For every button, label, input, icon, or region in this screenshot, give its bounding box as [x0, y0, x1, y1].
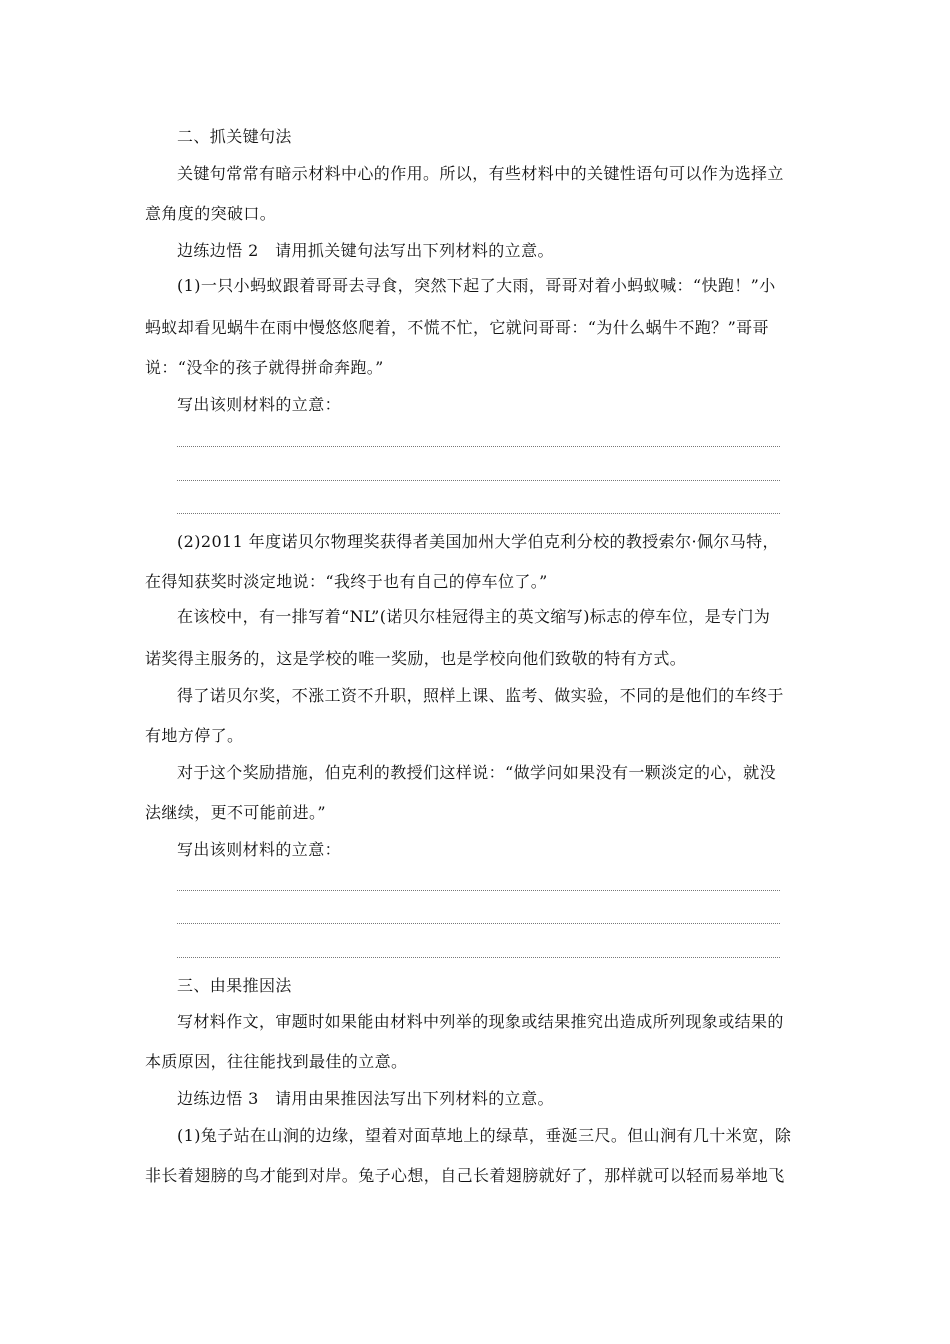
section-3-heading: 三、由果推因法	[177, 976, 292, 995]
exercise-2-item-2-line-1: (2)2011 年度诺贝尔物理奖获得者美国加州大学伯克利分校的教授索尔·佩尔马特，	[177, 532, 779, 551]
exercise-2-item-1-line-2: 蚂蚁却看见蜗牛在雨中慢悠悠爬着，不慌不忙，它就问哥哥：“为什么蜗牛不跑？”哥哥	[145, 318, 769, 337]
exercise-2-title: 边练边悟 2 请用抓关键句法写出下列材料的立意。	[177, 241, 554, 260]
exercise-2-item-1-line-1: (1)一只小蚂蚁跟着哥哥去寻食，突然下起了大雨，哥哥对着小蚂蚁喊：“快跑！”小	[177, 276, 776, 295]
exercise-2-item-2-line-3: 在该校中，有一排写着“NL”(诺贝尔桂冠得主的英文缩写)标志的停车位，是专门为	[177, 607, 771, 626]
exercise-2-item-2-line-6: 有地方停了。	[145, 726, 244, 745]
section-3-intro-line-2: 本质原因，往往能找到最佳的立意。	[145, 1052, 408, 1071]
section-2-intro-line-2: 意角度的突破口。	[145, 204, 277, 223]
exercise-3-item-1-line-2: 非长着翅膀的鸟才能到对岸。兔子心想，自己长着翅膀就好了，那样就可以轻而易举地飞	[145, 1166, 785, 1185]
answer-line[interactable]	[177, 513, 780, 514]
answer-line[interactable]	[177, 957, 780, 958]
exercise-2-item-2-line-5: 得了诺贝尔奖，不涨工资不升职，照样上课、监考、做实验，不同的是他们的车终于	[177, 686, 784, 705]
section-2-intro-line-1: 关键句常常有暗示材料中心的作用。所以，有些材料中的关键性语句可以作为选择立	[177, 164, 784, 183]
answer-line[interactable]	[177, 446, 780, 447]
exercise-3-item-1-line-1: (1)兔子站在山涧的边缘，望着对面草地上的绿草，垂涎三尺。但山涧有几十米宽，除	[177, 1126, 792, 1145]
exercise-2-item-2-line-4: 诺奖得主服务的，这是学校的唯一奖励，也是学校向他们致敬的特有方式。	[145, 649, 687, 668]
section-3-intro-line-1: 写材料作文，审题时如果能由材料中列举的现象或结果推究出造成所列现象或结果的	[177, 1012, 784, 1031]
exercise-2-item-2-prompt: 写出该则材料的立意：	[177, 840, 342, 859]
exercise-2-item-1-prompt: 写出该则材料的立意：	[177, 395, 342, 414]
answer-line[interactable]	[177, 480, 780, 481]
exercise-2-item-1-line-3: 说：“没伞的孩子就得拼命奔跑。”	[145, 358, 384, 377]
answer-line[interactable]	[177, 890, 780, 891]
exercise-3-title: 边练边悟 3 请用由果推因法写出下列材料的立意。	[177, 1089, 554, 1108]
exercise-2-item-2-line-2: 在得知获奖时淡定地说：“我终于也有自己的停车位了。”	[145, 572, 548, 591]
section-2-heading: 二、抓关键句法	[177, 127, 292, 146]
answer-line[interactable]	[177, 923, 780, 924]
exercise-2-item-2-line-7: 对于这个奖励措施，伯克利的教授们这样说：“做学问如果没有一颗淡定的心，就没	[177, 763, 776, 782]
exercise-2-item-2-line-8: 法继续，更不可能前进。”	[145, 803, 326, 822]
